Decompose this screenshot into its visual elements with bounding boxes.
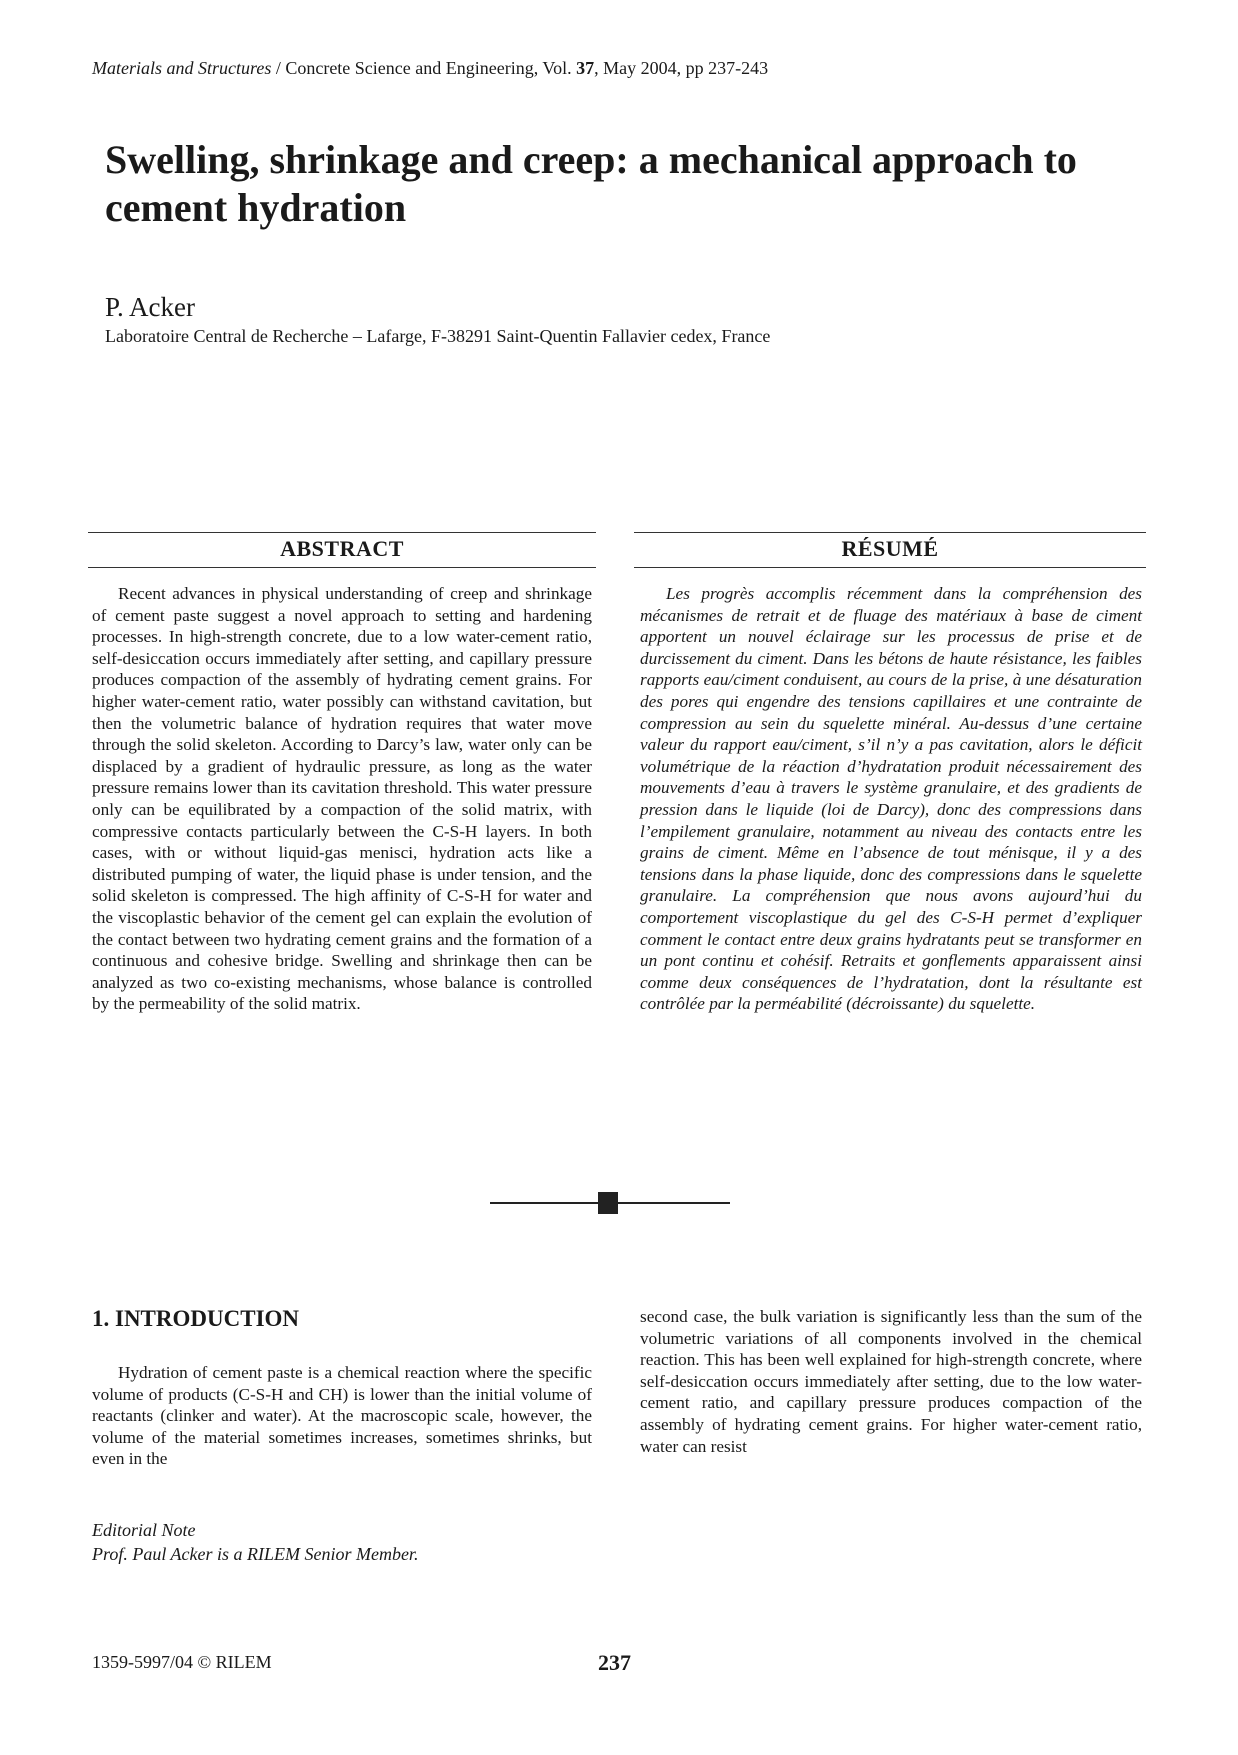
introduction-right-column	[640, 1306, 1142, 1457]
introduction-heading: 1. INTRODUCTION	[92, 1306, 300, 1331]
abstract-top-rule	[88, 532, 596, 533]
introduction-paragraph-left: Hydration of cement paste is a chemical reaction where the specific volume of products (C-S-H and CH) is lower than the initial volume of reactants (clinker and water). At the macroscopic scale, however, the volume of the material sometimes increases, sometimes shrinks, but even in the	[92, 1363, 592, 1469]
page-number: 237	[598, 1650, 631, 1675]
editorial-note-text: Prof. Paul Acker is a RILEM Senior Member.	[92, 1544, 419, 1564]
journal-subtitle: / Concrete Science and Engineering, Vol.	[271, 58, 577, 78]
abstract-body	[92, 583, 592, 1015]
author-affiliation: Laboratoire Central de Recherche – Lafarge, F-38291 Saint-Quentin Fallavier cedex, France	[105, 326, 771, 346]
footer-issn: 1359-5997/04 © RILEM	[92, 1652, 272, 1672]
abstract-heading: ABSTRACT	[280, 536, 404, 561]
abstract-bottom-rule	[88, 567, 596, 568]
introduction-left-column	[92, 1362, 592, 1470]
introduction-paragraph-right: second case, the bulk variation is significantly less than the sum of the volumetric variations of all components involved in the chemical reaction. This has been well explained for high-strength concrete, where self-desiccation occurs immediately after setting, due to the low water-cement ratio, and capillary pressure produces compaction of the assembly of hydrating cement grains. For higher water-cement ratio, water can resist	[640, 1307, 1142, 1456]
resume-top-rule	[634, 532, 1146, 533]
paper-title: Swelling, shrinkage and creep: a mechanical approach to cement hydration	[105, 137, 1077, 230]
section-divider-square	[598, 1192, 618, 1214]
resume-paragraph: Les progrès accomplis récemment dans la compréhension des mécanismes de retrait et de fluage des matériaux à base de ciment apportent un nouvel éclairage sur les processus de prise et de durcissement du ciment. Dans les bétons de haute résistance, les faibles rapports eau/ciment conduisent, au cours de la prise, à une désaturation des pores qui engendre des tensions capillaires et une contrainte de compression au sein du squelette minéral. Au-dessus d’une certaine valeur du rapport eau/ciment, s’il n’y a pas cavitation, alors le déficit volumétrique de la réaction d’hydratation produit nécessairement des mouvements d’eau à travers le système granulaire, et des gradients de pression dans le liquide (loi de Darcy), donc des compressions dans l’empilement granulaire, notamment au niveau des contacts entre les grains de ciment. Même en l’absence de tout ménisque, il y a des tensions dans la phase liquide, donc des compressions dans le squelette granulaire. La compréhension que nous avons aujourd’hui du comportement viscoplastique du gel des C-S-H permet d’expliquer comment le contact entre deux grains hydratants peut se transformer en un pont continu et cohésif. Retraits et gonflements apparaissent ainsi comme deux conséquences de l’hydratation, dont la résultante est contrôlée par la perméabilité (décroissante) du squelette.	[640, 584, 1142, 1014]
resume-bottom-rule	[634, 567, 1146, 568]
journal-issue-pages: , May 2004, pp 237-243	[594, 58, 769, 78]
resume-heading: RÉSUMÉ	[841, 536, 939, 561]
editorial-note-label: Editorial Note	[92, 1520, 196, 1540]
journal-header	[92, 58, 768, 79]
resume-body	[640, 583, 1142, 1015]
journal-volume: 37	[576, 58, 595, 78]
abstract-paragraph: Recent advances in physical understanding of creep and shrinkage of cement paste suggest a novel approach to setting and hardening processes. In high-strength concrete, due to a low water-cement ratio, self-desiccation occurs immediately after setting, and capillary pressure produces compaction of the assembly of hydrating cement grains. For higher water-cement ratio, water possibly can withstand cavitation, but then the volumetric balance of hydration requires that water move through the solid skeleton. According to Darcy’s law, water only can be displaced by a gradient of hydraulic pressure, as long as the water pressure remains lower than its cavitation threshold. This water pressure only can be equilibrated by a compaction of the solid matrix, with compressive contacts particularly between the C-S-H layers. In both cases, with or without liquid-gas menisci, hydration acts like a distributed pumping of water, the liquid phase is under tension, and the solid skeleton is compressed. The high affinity of C-S-H for water and the viscoplastic behavior of the cement gel can explain the evolution of the contact between two hydrating cement grains and the formation of a continuous and cohesive bridge. Swelling and shrinkage then can be analyzed as two co-existing mechanisms, whose balance is controlled by the permeability of the solid matrix.	[92, 584, 592, 1014]
author-name: P. Acker	[105, 292, 195, 322]
journal-name: Materials and Structures	[92, 58, 272, 78]
editorial-note	[92, 1518, 418, 1566]
